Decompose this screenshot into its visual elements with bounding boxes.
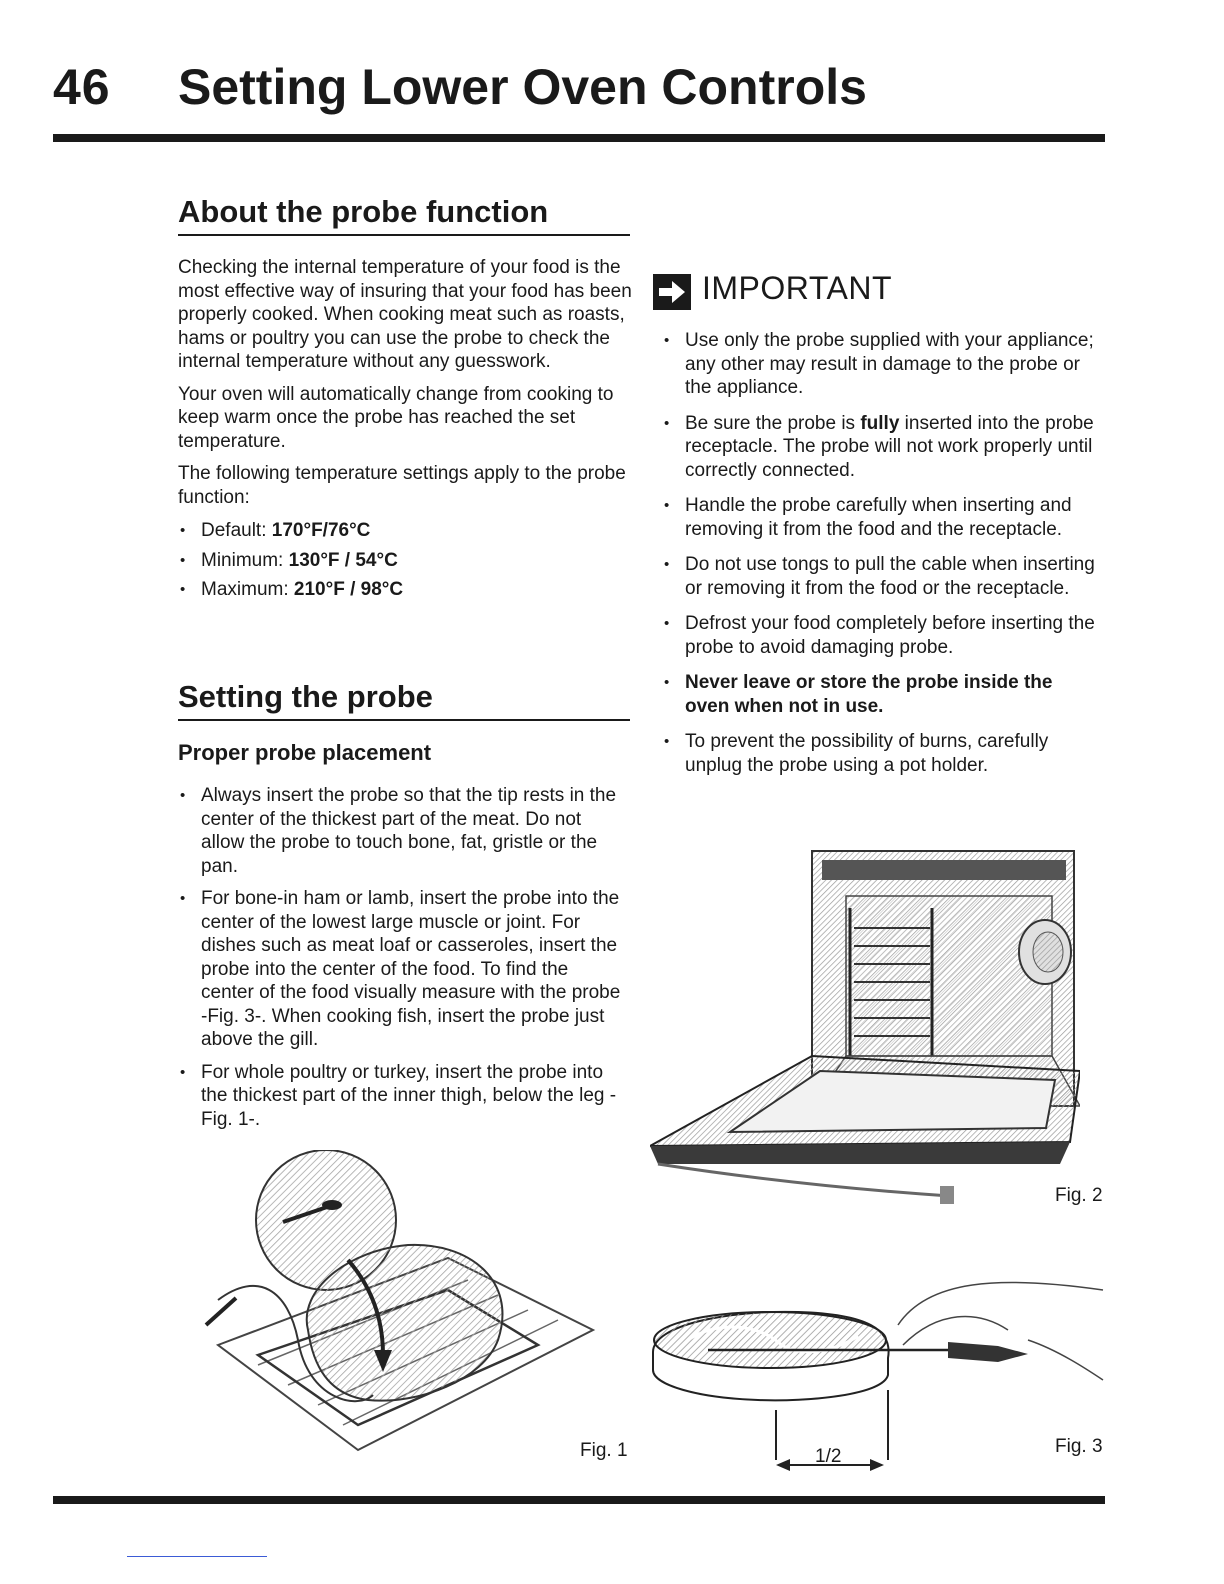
about-paragraph-1: Checking the internal temperature of your food is the most effective way of insuring that your food has been properly cooked. When cooking meat such as roasts, hams or poultry you can use the probe to check the internal temperature without any guesswork.	[178, 257, 632, 372]
footer-accent-line	[127, 1556, 267, 1557]
important-list	[662, 329, 1102, 777]
footer-rule	[53, 1496, 1105, 1504]
important-title: IMPORTANT	[702, 270, 892, 306]
fig-2-label: Fig. 2	[1055, 1185, 1103, 1206]
temperature-settings-list	[178, 519, 638, 602]
meat-probe-illustration	[648, 1270, 1108, 1485]
list-item: • Handle the probe carefully when inserting and removing it from the food and the receptacle.	[662, 494, 1102, 541]
list-item: • Never leave or store the probe inside the oven when not in use.	[662, 671, 1102, 718]
fig-1-label: Fig. 1	[580, 1440, 628, 1461]
important-body	[662, 329, 1102, 777]
list-item: • For bone-in ham or lamb, insert the probe into the center of the lowest large muscle or joint. For dishes such as meat loaf or casseroles, insert the probe into the center of the food. To find the center of the food visually measure with the probe -Fig. 3-. When cooking fish, insert the probe just above the gill.	[178, 887, 623, 1052]
about-body	[178, 256, 638, 602]
list-item: • Be sure the probe is fully inserted into the probe receptacle. The probe will not work properly until correctly connected.	[662, 412, 1102, 483]
placement-list	[178, 784, 623, 1131]
header-rule	[53, 134, 1105, 142]
list-item: • Always insert the probe so that the tip rests in the center of the thickest part of the meat. Do not allow the probe to touch bone, fat, gristle or the pan.	[178, 784, 623, 878]
page-number: 46	[53, 59, 111, 115]
list-item: • Do not use tongs to pull the cable when inserting or removing it from the food or the receptacle.	[662, 553, 1102, 600]
arrow-icon	[653, 274, 691, 310]
page-title: Setting Lower Oven Controls	[178, 59, 867, 115]
placement-body	[178, 784, 623, 1131]
fig-3-measure-label: 1/2	[815, 1446, 842, 1467]
list-item: • Use only the probe supplied with your appliance; any other may result in damage to the probe or the appliance.	[662, 329, 1102, 400]
setting-probe-heading: Setting the probe	[178, 679, 630, 721]
list-item: • To prevent the possibility of burns, carefully unplug the probe using a pot holder.	[662, 730, 1102, 777]
placement-subheading: Proper probe placement	[178, 740, 432, 765]
list-item: • For whole poultry or turkey, insert the probe into the thickest part of the inner thigh, below the leg -Fig. 1-.	[178, 1061, 623, 1132]
fig-3-label: Fig. 3	[1055, 1436, 1103, 1457]
oven-illustration	[650, 846, 1080, 1221]
about-paragraph-3: The following temperature settings apply to the probe function:	[178, 463, 626, 508]
about-heading: About the probe function	[178, 194, 630, 236]
setting-maximum: • Maximum: 210°F / 98°C	[178, 578, 638, 602]
about-paragraph-2: Your oven will automatically change from cooking to keep warm once the probe has reached the set temperature.	[178, 383, 614, 452]
setting-default: • Default: 170°F/76°C	[178, 519, 638, 543]
list-item: • Defrost your food completely before inserting the probe to avoid damaging probe.	[662, 612, 1102, 659]
poultry-illustration	[198, 1150, 598, 1475]
setting-minimum: • Minimum: 130°F / 54°C	[178, 549, 638, 573]
